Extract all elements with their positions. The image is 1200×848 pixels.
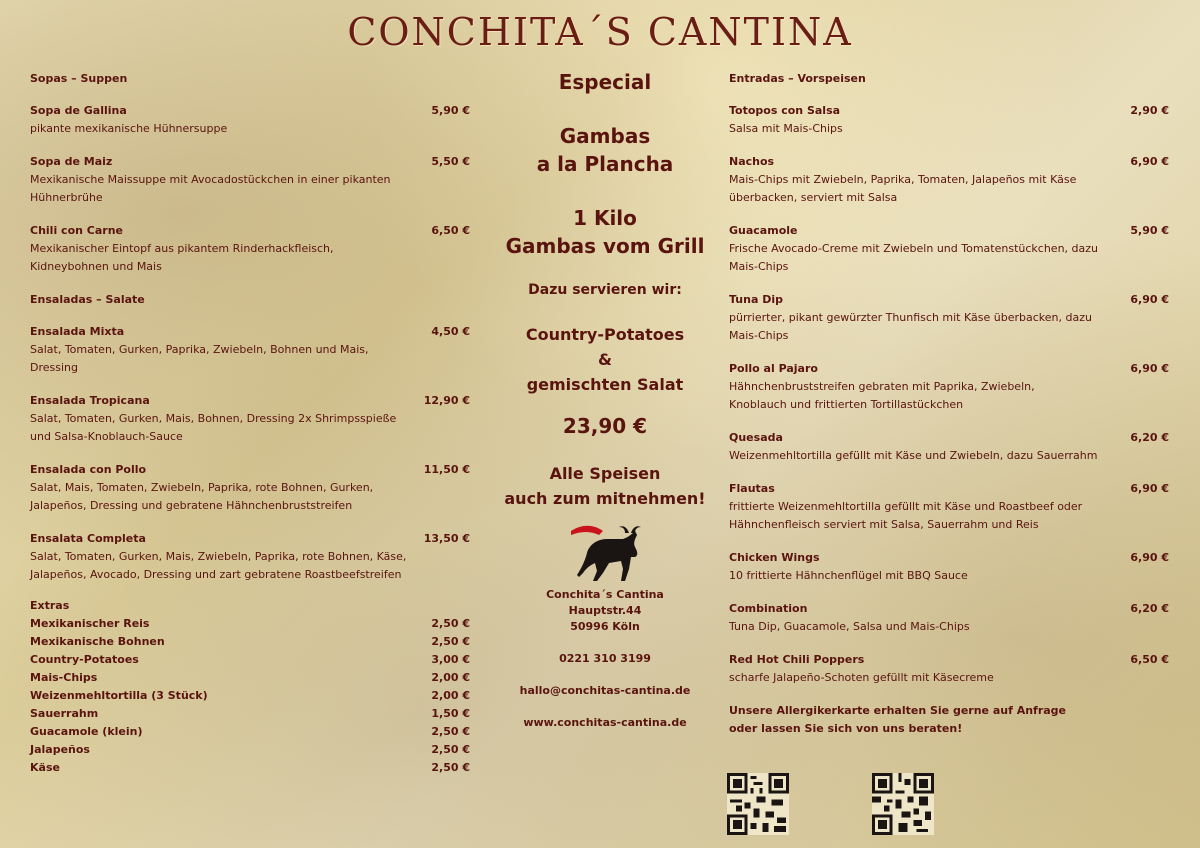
menu-item	[729, 360, 1169, 414]
item-name: Combination	[729, 602, 808, 615]
right-column	[729, 70, 1169, 738]
menu-item	[30, 461, 470, 515]
item-name: Chili con Carne	[30, 224, 123, 237]
menu-item	[729, 291, 1169, 345]
extra-name: Mexikanische Bohnen	[30, 635, 165, 648]
item-name: Tuna Dip	[729, 293, 783, 306]
menu-item	[729, 153, 1169, 207]
item-price: 5,90 €	[431, 104, 470, 117]
item-desc: pürrierter, pikant gewürzter Thunfisch mit Käse überbacken, dazu Mais-Chips	[729, 311, 1092, 342]
address-name: Conchita´s Cantina	[546, 588, 664, 601]
extra-name: Sauerrahm	[30, 707, 99, 720]
extras-row	[30, 633, 470, 651]
extras-row	[30, 759, 470, 777]
item-price: 6,90 €	[1130, 551, 1169, 564]
section-title-ensaladas: Ensaladas – Salate	[30, 293, 145, 306]
item-name: Chicken Wings	[729, 551, 820, 564]
item-name: Ensalata Completa	[30, 532, 146, 545]
takeaway-line: Alle Speisen	[549, 464, 661, 483]
section-title-sopas: Sopas – Suppen	[30, 72, 128, 85]
menu-item	[30, 530, 470, 584]
bull-logo-icon	[565, 517, 645, 583]
item-desc: frittierte Weizenmehltortilla gefüllt mit Käse und Roastbeef oder Hähnchenfleisch serviert mit Salsa, Sauerrahm und Reis	[729, 500, 1083, 531]
menu-item	[729, 222, 1169, 276]
item-desc: Tuna Dip, Guacamole, Salsa und Mais-Chips	[729, 620, 970, 633]
special-line: Gambas	[559, 124, 651, 148]
special-price: 23,90 €	[562, 414, 648, 438]
item-price: 13,50 €	[423, 532, 470, 545]
item-price: 12,90 €	[423, 394, 470, 407]
extras-row	[30, 723, 470, 741]
menu-item	[729, 480, 1169, 534]
item-name: Red Hot Chili Poppers	[729, 653, 865, 666]
section-title-entradas: Entradas – Vorspeisen	[729, 72, 866, 85]
website-link[interactable]: www.conchitas-cantina.de	[523, 716, 687, 729]
item-name: Ensalada Tropicana	[30, 394, 150, 407]
item-name: Sopa de Maiz	[30, 155, 113, 168]
email-link[interactable]: hallo@conchitas-cantina.de	[519, 684, 691, 697]
item-desc: Mais-Chips mit Zwiebeln, Paprika, Tomaten, Jalapeños mit Käse überbacken, serviert mit Salsa	[729, 173, 1077, 204]
extra-price: 2,50 €	[431, 617, 470, 630]
extra-price: 2,50 €	[431, 725, 470, 738]
item-desc: Mexikanischer Eintopf aus pikantem Rinderhackfleisch, Kidneybohnen und Mais	[30, 242, 334, 273]
item-price: 6,50 €	[431, 224, 470, 237]
item-desc: Salsa mit Mais-Chips	[729, 122, 843, 135]
item-desc: Hähnchenbruststreifen gebraten mit Paprika, Zwiebeln, Knoblauch und frittierten Tortillastückchen	[729, 380, 1035, 411]
extra-price: 2,00 €	[431, 671, 470, 684]
extras-row	[30, 705, 470, 723]
dazu-heading: Dazu servieren wir:	[528, 282, 682, 298]
extras-row	[30, 741, 470, 759]
special-line: 1 Kilo	[573, 206, 637, 230]
extras-row	[30, 615, 470, 633]
item-desc: Salat, Tomaten, Gurken, Mais, Zwiebeln, Paprika, rote Bohnen, Käse, Jalapeños, Avocado, Dressing und zart gebratene Roastbeefstreifen	[30, 550, 407, 581]
special-line: a la Plancha	[536, 152, 674, 176]
phone-number: 0221 310 3199	[559, 652, 651, 665]
extra-price: 1,50 €	[431, 707, 470, 720]
extras-row	[30, 687, 470, 705]
section-title-extras: Extras	[30, 599, 70, 612]
extra-name: Jalapeños	[30, 743, 90, 756]
item-price: 6,20 €	[1130, 602, 1169, 615]
item-desc: Frische Avocado-Creme mit Zwiebeln und Tomatenstückchen, dazu Mais-Chips	[729, 242, 1098, 273]
left-column	[30, 70, 470, 777]
menu-item	[729, 549, 1169, 585]
extra-price: 2,50 €	[431, 635, 470, 648]
menu-item	[30, 102, 470, 138]
item-desc: Salat, Mais, Tomaten, Zwiebeln, Paprika, rote Bohnen, Gurken, Jalapeños, Dressing und gebratene Hähnchenbruststreifen	[30, 481, 374, 512]
extra-price: 2,50 €	[431, 761, 470, 774]
item-name: Sopa de Gallina	[30, 104, 127, 117]
allergy-note: oder lassen Sie sich von uns beraten!	[729, 722, 963, 735]
item-name: Totopos con Salsa	[729, 104, 841, 117]
item-name: Quesada	[729, 431, 783, 444]
takeaway-line: auch zum mitnehmen!	[504, 489, 706, 508]
qr-code-icon[interactable]	[727, 773, 789, 835]
especial-heading: Especial	[558, 70, 652, 94]
menu-item	[729, 651, 1169, 687]
item-price: 6,50 €	[1130, 653, 1169, 666]
item-desc: Mexikanische Maissuppe mit Avocadostückchen in einer pikanten Hühnerbrühe	[30, 173, 391, 204]
item-desc: scharfe Jalapeño-Schoten gefüllt mit Käsecreme	[729, 671, 994, 684]
item-price: 6,90 €	[1130, 482, 1169, 495]
allergy-note: Unsere Allergikerkarte erhalten Sie gerne auf Anfrage	[729, 704, 1067, 717]
menu-item	[30, 392, 470, 446]
item-price: 4,50 €	[431, 325, 470, 338]
extra-name: Käse	[30, 761, 60, 774]
extra-price: 3,00 €	[431, 653, 470, 666]
extras-row	[30, 651, 470, 669]
extra-name: Weizenmehltortilla (3 Stück)	[30, 689, 208, 702]
item-desc: Salat, Tomaten, Gurken, Mais, Bohnen, Dressing 2x Shrimpsspieße und Salsa-Knoblauch-Sauce	[30, 412, 397, 443]
item-name: Pollo al Pajaro	[729, 362, 818, 375]
item-price: 2,90 €	[1130, 104, 1169, 117]
item-name: Ensalada Mixta	[30, 325, 125, 338]
item-desc: Weizenmehltortilla gefüllt mit Käse und Zwiebeln, dazu Sauerrahm	[729, 449, 1098, 462]
extra-name: Mexikanischer Reis	[30, 617, 150, 630]
extra-name: Country-Potatoes	[30, 653, 139, 666]
menu-item	[729, 102, 1169, 138]
address-street: Hauptstr.44	[568, 604, 642, 617]
menu-item	[30, 222, 470, 276]
side-line: &	[598, 350, 612, 369]
extra-name: Mais-Chips	[30, 671, 98, 684]
item-price: 6,90 €	[1130, 155, 1169, 168]
menu-item	[30, 323, 470, 377]
item-price: 11,50 €	[423, 463, 470, 476]
side-line: Country-Potatoes	[525, 325, 685, 344]
menu-item	[729, 600, 1169, 636]
item-name: Guacamole	[729, 224, 798, 237]
item-price: 5,90 €	[1130, 224, 1169, 237]
extra-price: 2,50 €	[431, 743, 470, 756]
item-name: Nachos	[729, 155, 775, 168]
item-price: 6,90 €	[1130, 362, 1169, 375]
item-desc: Salat, Tomaten, Gurken, Paprika, Zwiebeln, Bohnen und Mais, Dressing	[30, 343, 369, 374]
center-column	[490, 68, 720, 731]
item-price: 6,20 €	[1130, 431, 1169, 444]
qr-code-icon[interactable]	[872, 773, 934, 835]
item-name: Ensalada con Pollo	[30, 463, 147, 476]
item-desc: 10 frittierte Hähnchenflügel mit BBQ Sauce	[729, 569, 968, 582]
extra-name: Guacamole (klein)	[30, 725, 143, 738]
item-name: Flautas	[729, 482, 775, 495]
extra-price: 2,00 €	[431, 689, 470, 702]
page-title: CONCHITA´S CANTINA	[347, 10, 853, 54]
extras-row	[30, 669, 470, 687]
item-price: 5,50 €	[431, 155, 470, 168]
item-price: 6,90 €	[1130, 293, 1169, 306]
address-city: 50996 Köln	[570, 620, 640, 633]
menu-item	[729, 429, 1169, 465]
item-desc: pikante mexikanische Hühnersuppe	[30, 122, 228, 135]
special-line: Gambas vom Grill	[505, 234, 705, 258]
side-line: gemischten Salat	[526, 375, 684, 394]
menu-item	[30, 153, 470, 207]
